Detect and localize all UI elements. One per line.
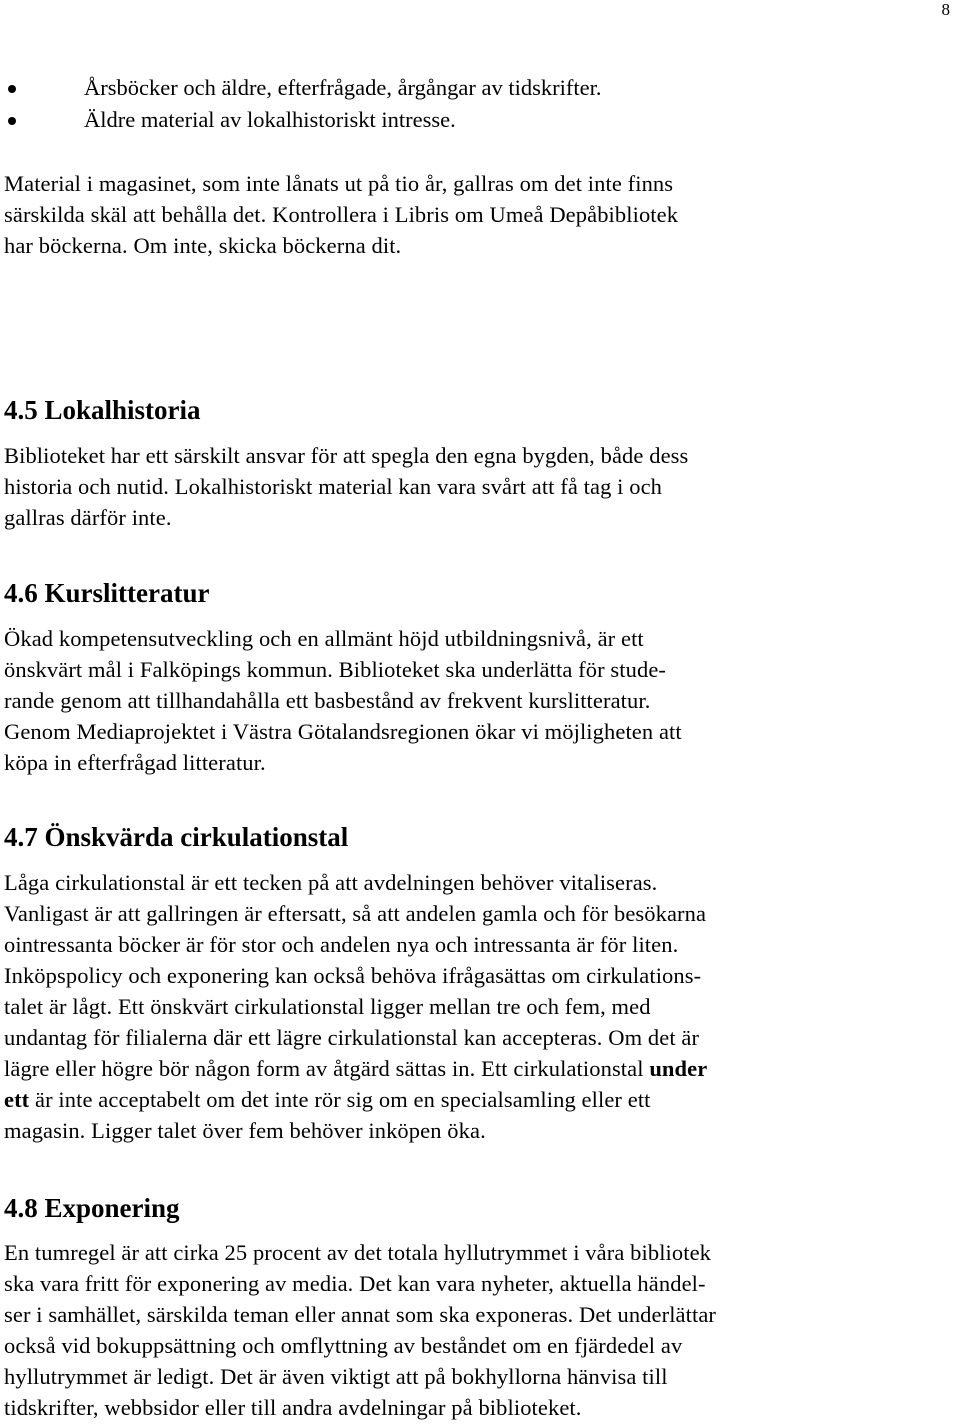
text-line: också vid bokuppsättning och omflyttning av beståndet om en fjärdedel av xyxy=(4,1333,683,1358)
text-line: En tumregel är att cirka 25 procent av det totala hyllutrymmet i våra bibliotek xyxy=(4,1240,712,1265)
text-line: särskilda skäl att behålla det. Kontrollera i Libris om Umeå Depåbibliotek xyxy=(4,202,679,227)
section-4-7-body xyxy=(4,867,924,1146)
section-4-8 xyxy=(4,1191,924,1225)
text-segment: är inte acceptabelt om det inte rör sig om en specialsamling eller ett xyxy=(29,1087,651,1112)
bold-text: ett xyxy=(4,1087,30,1112)
text-line xyxy=(4,1084,924,1115)
text-line: hyllutrymmet är ledigt. Det är även viktigt att på bokhyllorna hänvisa till xyxy=(4,1364,668,1389)
text-line xyxy=(4,1053,924,1084)
text-line: köpa in efterfrågad litteratur. xyxy=(4,750,266,775)
text-line: ser i samhället, särskilda teman eller annat som ska exponeras. Det underlättar xyxy=(4,1302,717,1327)
list-item-text: Äldre material av lokalhistoriskt intresse. xyxy=(84,107,456,132)
section-4-5 xyxy=(4,393,924,427)
section-4-6-body xyxy=(4,623,924,778)
text-line: magasin. Ligger talet över fem behöver inköpen öka. xyxy=(4,1118,486,1143)
section-4-5-body xyxy=(4,440,924,533)
text-line: har böckerna. Om inte, skicka böckerna dit. xyxy=(4,233,402,258)
text-line: historia och nutid. Lokalhistoriskt material kan vara svårt att få tag i och xyxy=(4,474,663,499)
text-segment: lägre eller högre bör någon form av åtgärd sättas in. Ett cirkulationstal xyxy=(4,1056,650,1081)
text-line: Vanligast är att gallringen är eftersatt, så att andelen gamla och för besökarna xyxy=(4,901,707,926)
text-line: undantag för filialerna där ett lägre cirkulationstal kan accepteras. Om det är xyxy=(4,1025,700,1050)
list-item xyxy=(0,72,900,103)
bold-text: under xyxy=(649,1056,708,1081)
text-line: talet är lågt. Ett önskvärt cirkulationstal ligger mellan tre och fem, med xyxy=(4,994,651,1019)
text-line: ska vara fritt för exponering av media. Det kan vara nyheter, aktuella händel- xyxy=(4,1271,706,1296)
text-line: rande genom att tillhandahålla ett basbestånd av frekvent kurslitteratur. xyxy=(4,688,651,713)
text-line: Biblioteket har ett särskilt ansvar för att spegla den egna bygden, både dess xyxy=(4,443,689,468)
page-number: 8 xyxy=(941,0,950,19)
section-4-8-body xyxy=(4,1237,924,1423)
text-line: gallras därför inte. xyxy=(4,505,172,530)
text-line: Material i magasinet, som inte lånats ut på tio år, gallras om det inte finns xyxy=(4,171,674,196)
text-line: tidskrifter, webbsidor eller till andra avdelningar på biblioteket. xyxy=(4,1395,582,1420)
section-heading: 4.6 Kurslitteratur xyxy=(4,578,210,608)
section-4-6 xyxy=(4,576,924,610)
list-item-text: Årsböcker och äldre, efterfrågade, årgångar av tidskrifter. xyxy=(84,75,602,100)
bullet-dot-icon xyxy=(8,117,16,125)
text-line: Ökad kompetensutveckling och en allmänt höjd utbildningsnivå, är ett xyxy=(4,626,644,651)
section-heading: 4.7 Önskvärda cirkulationstal xyxy=(4,822,349,852)
section-heading: 4.8 Exponering xyxy=(4,1193,180,1223)
text-line: Genom Mediaprojektet i Västra Götalandsregionen ökar vi möjligheten att xyxy=(4,719,682,744)
intro-paragraph xyxy=(4,168,924,261)
section-4-7 xyxy=(4,820,924,854)
text-line: önskvärt mål i Falköpings kommun. Biblioteket ska underlätta för stude- xyxy=(4,657,666,682)
bullet-dot-icon xyxy=(8,85,16,93)
text-line: Låga cirkulationstal är ett tecken på att avdelningen behöver vitaliseras. xyxy=(4,870,658,895)
text-line: ointressanta böcker är för stor och andelen nya och intressanta är för liten. xyxy=(4,932,679,957)
list-item xyxy=(0,104,900,135)
text-line: Inköpspolicy och exponering kan också behöva ifrågasättas om cirkulations- xyxy=(4,963,702,988)
section-heading: 4.5 Lokalhistoria xyxy=(4,395,201,425)
